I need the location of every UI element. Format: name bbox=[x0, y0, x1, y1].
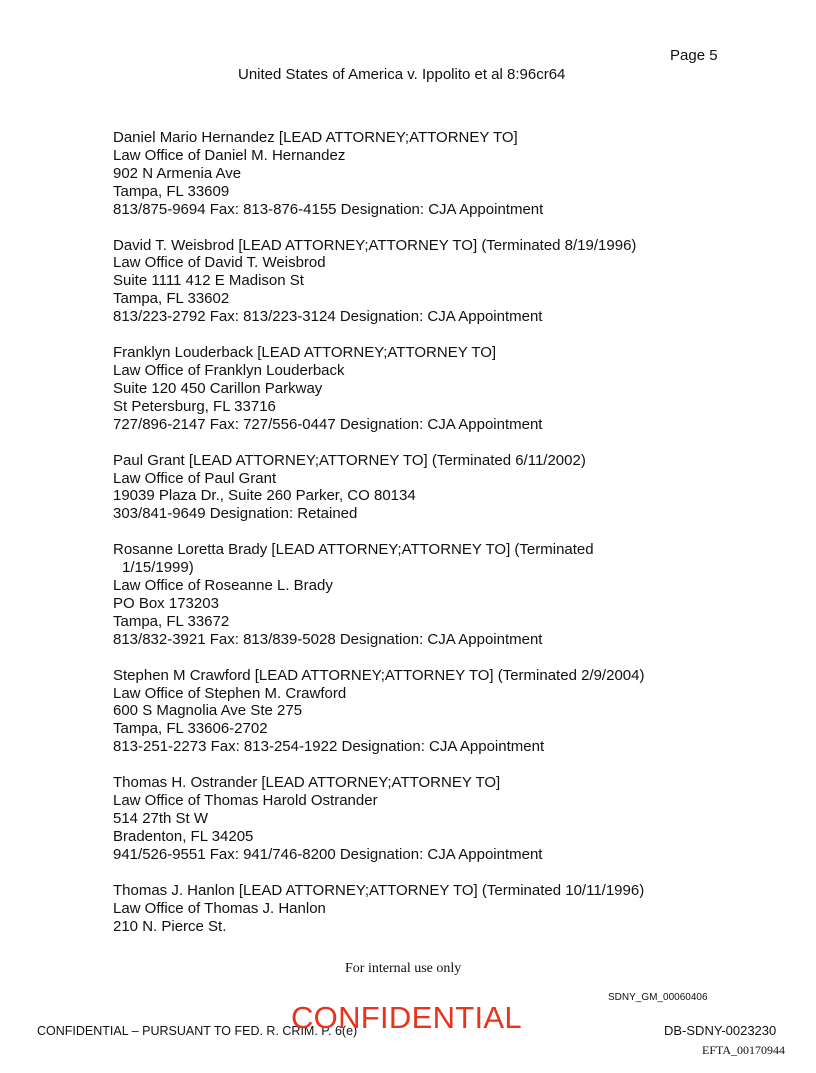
attorney-office: Law Office of Thomas Harold Ostrander bbox=[113, 792, 378, 810]
attorney-address: 210 N. Pierce St. bbox=[113, 917, 227, 935]
confidential-notice: CONFIDENTIAL – PURSUANT TO FED. R. CRIM. P. 6(e) bbox=[37, 1024, 358, 1038]
attorney-name: Paul Grant [LEAD ATTORNEY;ATTORNEY TO] (Terminated 6/11/2002) bbox=[113, 451, 586, 469]
attorney-entry bbox=[113, 129, 753, 219]
attorney-contact: 813-251-2273 Fax: 813-254-1922 Designation: CJA Appointment bbox=[113, 738, 545, 756]
attorney-address: 600 S Magnolia Ave Ste 275 bbox=[113, 702, 303, 720]
attorney-address: 902 N Armenia Ave bbox=[113, 164, 242, 182]
attorney-name: Daniel Mario Hernandez [LEAD ATTORNEY;ATTORNEY TO] bbox=[113, 129, 518, 146]
attorney-name-continued: 1/15/1999) bbox=[122, 559, 194, 577]
page-number: Page 5 bbox=[670, 47, 718, 64]
internal-use-note: For internal use only bbox=[345, 961, 462, 976]
attorney-city: St Petersburg, FL 33716 bbox=[113, 397, 276, 415]
attorney-address: Suite 1111 412 E Madison St bbox=[113, 272, 304, 290]
attorney-office: Law Office of Daniel M. Hernandez bbox=[113, 146, 346, 164]
attorney-contact: 303/841-9649 Designation: Retained bbox=[113, 505, 358, 523]
attorney-entry bbox=[113, 882, 753, 936]
confidential-stamp: CONFIDENTIAL bbox=[291, 1000, 522, 1035]
attorney-list bbox=[113, 129, 753, 953]
attorney-entry bbox=[113, 541, 753, 648]
attorney-contact: 941/526-9551 Fax: 941/746-8200 Designation: CJA Appointment bbox=[113, 845, 543, 863]
attorney-name: Stephen M Crawford [LEAD ATTORNEY;ATTORNEY TO] (Terminated 2/9/2004) bbox=[113, 666, 645, 684]
attorney-entry bbox=[113, 774, 753, 864]
attorney-entry bbox=[113, 667, 753, 757]
attorney-address: PO Box 173203 bbox=[113, 594, 219, 612]
attorney-contact: 813/875-9694 Fax: 813-876-4155 Designation: CJA Appointment bbox=[113, 200, 544, 218]
attorney-name: Franklyn Louderback [LEAD ATTORNEY;ATTORNEY TO] bbox=[113, 344, 497, 362]
attorney-city: Tampa, FL 33602 bbox=[113, 290, 230, 308]
attorney-city: Tampa, FL 33672 bbox=[113, 612, 230, 630]
attorney-office: Law Office of Franklyn Louderback bbox=[113, 361, 345, 379]
attorney-address: 19039 Plaza Dr., Suite 260 Parker, CO 80134 bbox=[113, 487, 416, 505]
efta-id: EFTA_00170944 bbox=[702, 1043, 786, 1057]
attorney-entry bbox=[113, 237, 753, 327]
attorney-entry bbox=[113, 452, 753, 524]
attorney-city: Tampa, FL 33606-2702 bbox=[113, 720, 268, 738]
attorney-city: Tampa, FL 33609 bbox=[113, 182, 230, 200]
attorney-contact: 813/223-2792 Fax: 813/223-3124 Designation: CJA Appointment bbox=[113, 308, 543, 326]
attorney-office: Law Office of David T. Weisbrod bbox=[113, 254, 326, 272]
bates-number-sdny-gm: SDNY_GM_00060406 bbox=[608, 992, 708, 1003]
attorney-name: Thomas H. Ostrander [LEAD ATTORNEY;ATTORNEY TO] bbox=[113, 774, 501, 792]
attorney-entry bbox=[113, 344, 753, 434]
attorney-contact: 813/832-3921 Fax: 813/839-5028 Designation: CJA Appointment bbox=[113, 630, 543, 648]
attorney-office: Law Office of Thomas J. Hanlon bbox=[113, 899, 326, 917]
attorney-office: Law Office of Paul Grant bbox=[113, 469, 277, 487]
bates-number-db-sdny: DB-SDNY-0023230 bbox=[664, 1023, 777, 1038]
attorney-name: David T. Weisbrod [LEAD ATTORNEY;ATTORNEY TO] (Terminated 8/19/1996) bbox=[113, 236, 637, 254]
attorney-address: 514 27th St W bbox=[113, 810, 209, 827]
attorney-office: Law Office of Stephen M. Crawford bbox=[113, 684, 347, 702]
attorney-office: Law Office of Roseanne L. Brady bbox=[113, 577, 333, 595]
attorney-city: Bradenton, FL 34205 bbox=[113, 827, 254, 845]
attorney-contact: 727/896-2147 Fax: 727/556-0447 Designation: CJA Appointment bbox=[113, 415, 543, 433]
case-title: United States of America v. Ippolito et al 8:96cr64 bbox=[238, 66, 566, 83]
attorney-name: Rosanne Loretta Brady [LEAD ATTORNEY;ATTORNEY TO] (Terminated bbox=[113, 541, 594, 559]
attorney-name: Thomas J. Hanlon [LEAD ATTORNEY;ATTORNEY TO] (Terminated 10/11/1996) bbox=[113, 881, 645, 899]
attorney-address: Suite 120 450 Carillon Parkway bbox=[113, 379, 323, 397]
